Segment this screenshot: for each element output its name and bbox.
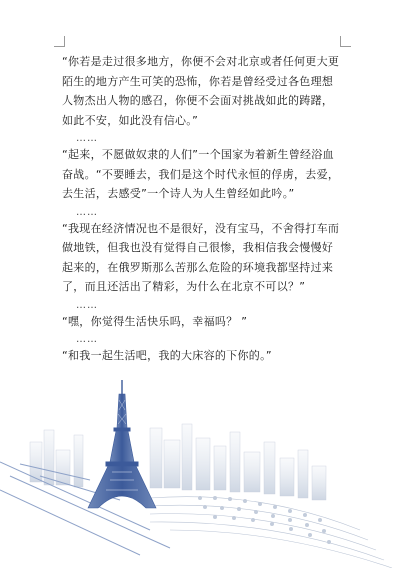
perspective-rows [150,497,392,568]
ground-lines [0,462,170,555]
ellipsis-2: …… [76,206,98,218]
ellipsis-3: …… [76,299,98,311]
paragraph-5: “和我一起生活吧，我的大床容的下你的。” [62,349,272,362]
paragraph-4: “嘿，你觉得生活快乐吗，幸福吗？ ” [62,314,248,328]
paragraph-3: “我现在经济情况也不是很好，没有宝马，不舍得打车而做地铁，但我也没有觉得自己很惨，我相信我会慢慢好起来的，在俄罗斯那么苦那么危险的环境我都坚持过来了，而且还活出了精彩，为什么在北京不可以？” [62,221,340,293]
text-body [62,52,342,366]
eiffel-tower [88,380,156,508]
ellipsis-1: …… [76,133,98,144]
ellipsis-4: …… [76,334,98,345]
crop-mark-top-right [340,36,351,47]
paragraph-1: “你若是走过很多地方，你便不会对北京或者任何更大更陌生的地方产生可笑的恐怖，你若是曾经受过各色理想人物杰出人物的感召，你便不会面对挑战如此的踌躇，如此不安，如此没有信心。” [62,55,340,127]
city-skyline [30,424,326,500]
eiffel-tower-illustration [0,380,400,568]
crop-mark-top-left [54,36,65,47]
paragraph-2: “起来，不愿做奴隶的人们”一个国家为着新生曾经浴血奋战。“不要睡去，我们是这个时代永恒的俘虏，去爱，去生活，去感受”一个诗人为人生曾经如此吟。” [62,148,340,200]
